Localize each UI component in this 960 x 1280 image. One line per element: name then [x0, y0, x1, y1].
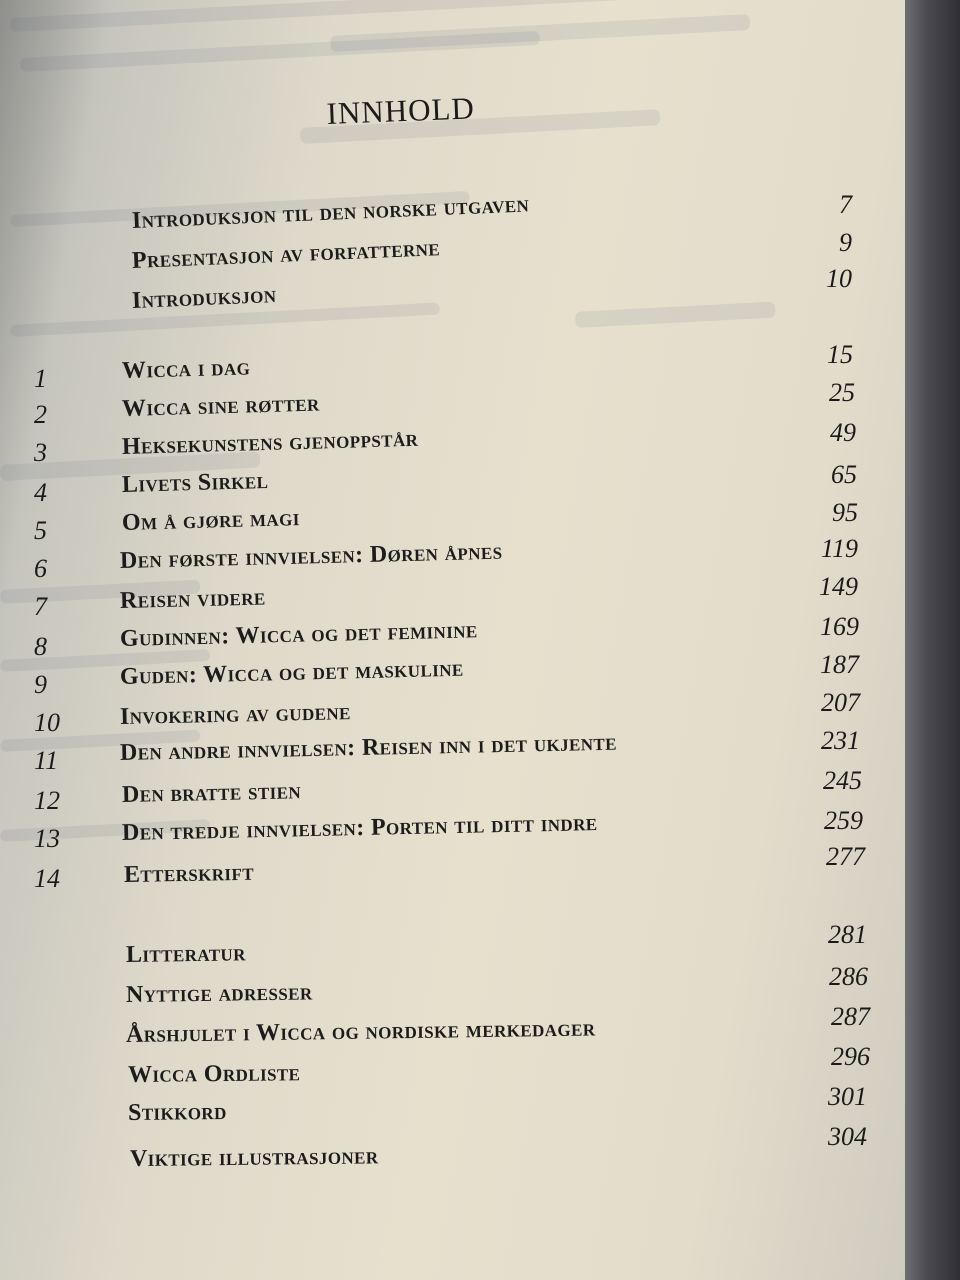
chapter-number: 7 [34, 592, 47, 621]
toc-entry-page: 65 [831, 460, 857, 489]
toc-entry [0, 190, 905, 234]
toc-entry-page: 301 [828, 1082, 867, 1111]
toc-entry-page: 304 [828, 1122, 867, 1151]
toc-entry-page: 10 [826, 264, 852, 293]
toc-entry [0, 228, 905, 274]
toc-entry-page: 49 [830, 418, 856, 447]
toc-entry [0, 920, 905, 976]
toc-entry-title: Nyttige adresser [125, 979, 313, 1008]
toc-entry-title: Guden: Wicca og det maskuline [119, 655, 464, 690]
chapter-number: 10 [34, 708, 60, 737]
chapter-number: 12 [34, 786, 60, 815]
toc-entry-title: Wicca i dag [121, 354, 251, 384]
page-edge-shadow [905, 0, 960, 1280]
toc-entry-title: Introduksjon til den norske utgaven [131, 191, 530, 234]
toc-entry-title: Den bratte stien [121, 778, 302, 808]
toc-chapter [0, 378, 905, 430]
toc-chapter [0, 650, 905, 702]
toc-entry-title: Invokering av gudene [119, 699, 352, 730]
toc-entry-page: 277 [826, 842, 865, 871]
chapter-number: 5 [34, 516, 47, 545]
toc-chapter [0, 842, 905, 898]
toc-entry-title: Den tredje innvielsen: Porten til ditt indre [121, 810, 598, 846]
toc-entry-title: Den andre innvielsen: Reisen inn i det ukjente [119, 729, 618, 766]
chapter-number: 6 [34, 554, 47, 583]
toc-entry [0, 264, 905, 316]
toc-entry-page: 149 [819, 572, 858, 601]
toc-entry-page: 9 [839, 228, 852, 257]
toc-entry-page: 281 [828, 920, 867, 949]
toc-entry-title: Wicca sine røtter [121, 390, 321, 422]
toc-entry [0, 1082, 905, 1138]
toc-entry-page: 95 [832, 498, 858, 527]
toc-entry [0, 1122, 905, 1184]
toc-entry [0, 1042, 905, 1100]
chapter-number: 9 [34, 670, 47, 699]
toc-entry-title: Årshjulet i Wicca og nordiske merkedager [125, 1015, 596, 1048]
toc-entry-page: 296 [831, 1042, 870, 1071]
chapter-number: 3 [34, 438, 47, 467]
toc-entry-page: 231 [821, 726, 860, 755]
chapter-number: 2 [34, 400, 47, 429]
toc-chapter [0, 806, 905, 858]
toc-entry-title: Stikkord [127, 1098, 227, 1126]
toc-entry [0, 962, 905, 1018]
toc-entry-title: Wicca Ordliste [127, 1060, 301, 1088]
toc-entry-title: Heksekunstens gjenoppstår [121, 425, 419, 460]
toc-chapter [0, 534, 905, 584]
toc-entry-page: 207 [821, 688, 860, 717]
toc-entry-page: 259 [824, 806, 863, 835]
chapter-number: 11 [34, 746, 59, 775]
chapter-number: 14 [34, 864, 60, 893]
toc-chapter [0, 726, 905, 778]
page-title: INNHOLD [326, 90, 476, 131]
chapter-number: 8 [34, 632, 47, 661]
toc-entry-page: 245 [823, 766, 862, 795]
toc-entry-title: Gudinnen: Wicca og det feminine [119, 617, 478, 652]
toc-entry-page: 25 [829, 378, 855, 407]
toc-entry-page: 15 [827, 340, 853, 369]
toc-entry-page: 7 [839, 190, 852, 219]
toc-entry-page: 187 [820, 650, 859, 679]
toc-entry-title: Etterskrift [123, 859, 255, 888]
chapter-number: 4 [34, 478, 47, 507]
toc-entry-title: Om å gjøre magi [121, 505, 300, 536]
chapter-number: 13 [34, 824, 60, 853]
toc-chapter [0, 418, 905, 468]
toc-entry-page: 286 [829, 962, 868, 991]
toc-entry-page: 119 [820, 534, 858, 563]
toc-entry-title: Den første innvielsen: Døren åpnes [119, 538, 503, 574]
chapter-number: 1 [34, 364, 47, 393]
toc-entry-title: Livets Sirkel [121, 467, 269, 498]
toc-entry-title: Introduksjon [131, 281, 277, 314]
toc-chapter [0, 460, 905, 508]
toc-entry-title: Litteratur [125, 940, 246, 968]
toc-entry-title: Viktige illustrasjoner [129, 1143, 379, 1172]
toc-entry-title: Presentasjon av forfatterne [131, 235, 441, 274]
toc-entry-title: Reisen videre [119, 584, 266, 614]
toc-entry [0, 1002, 905, 1058]
toc-entry-page: 287 [831, 1002, 870, 1031]
toc-entry-page: 169 [820, 612, 859, 641]
